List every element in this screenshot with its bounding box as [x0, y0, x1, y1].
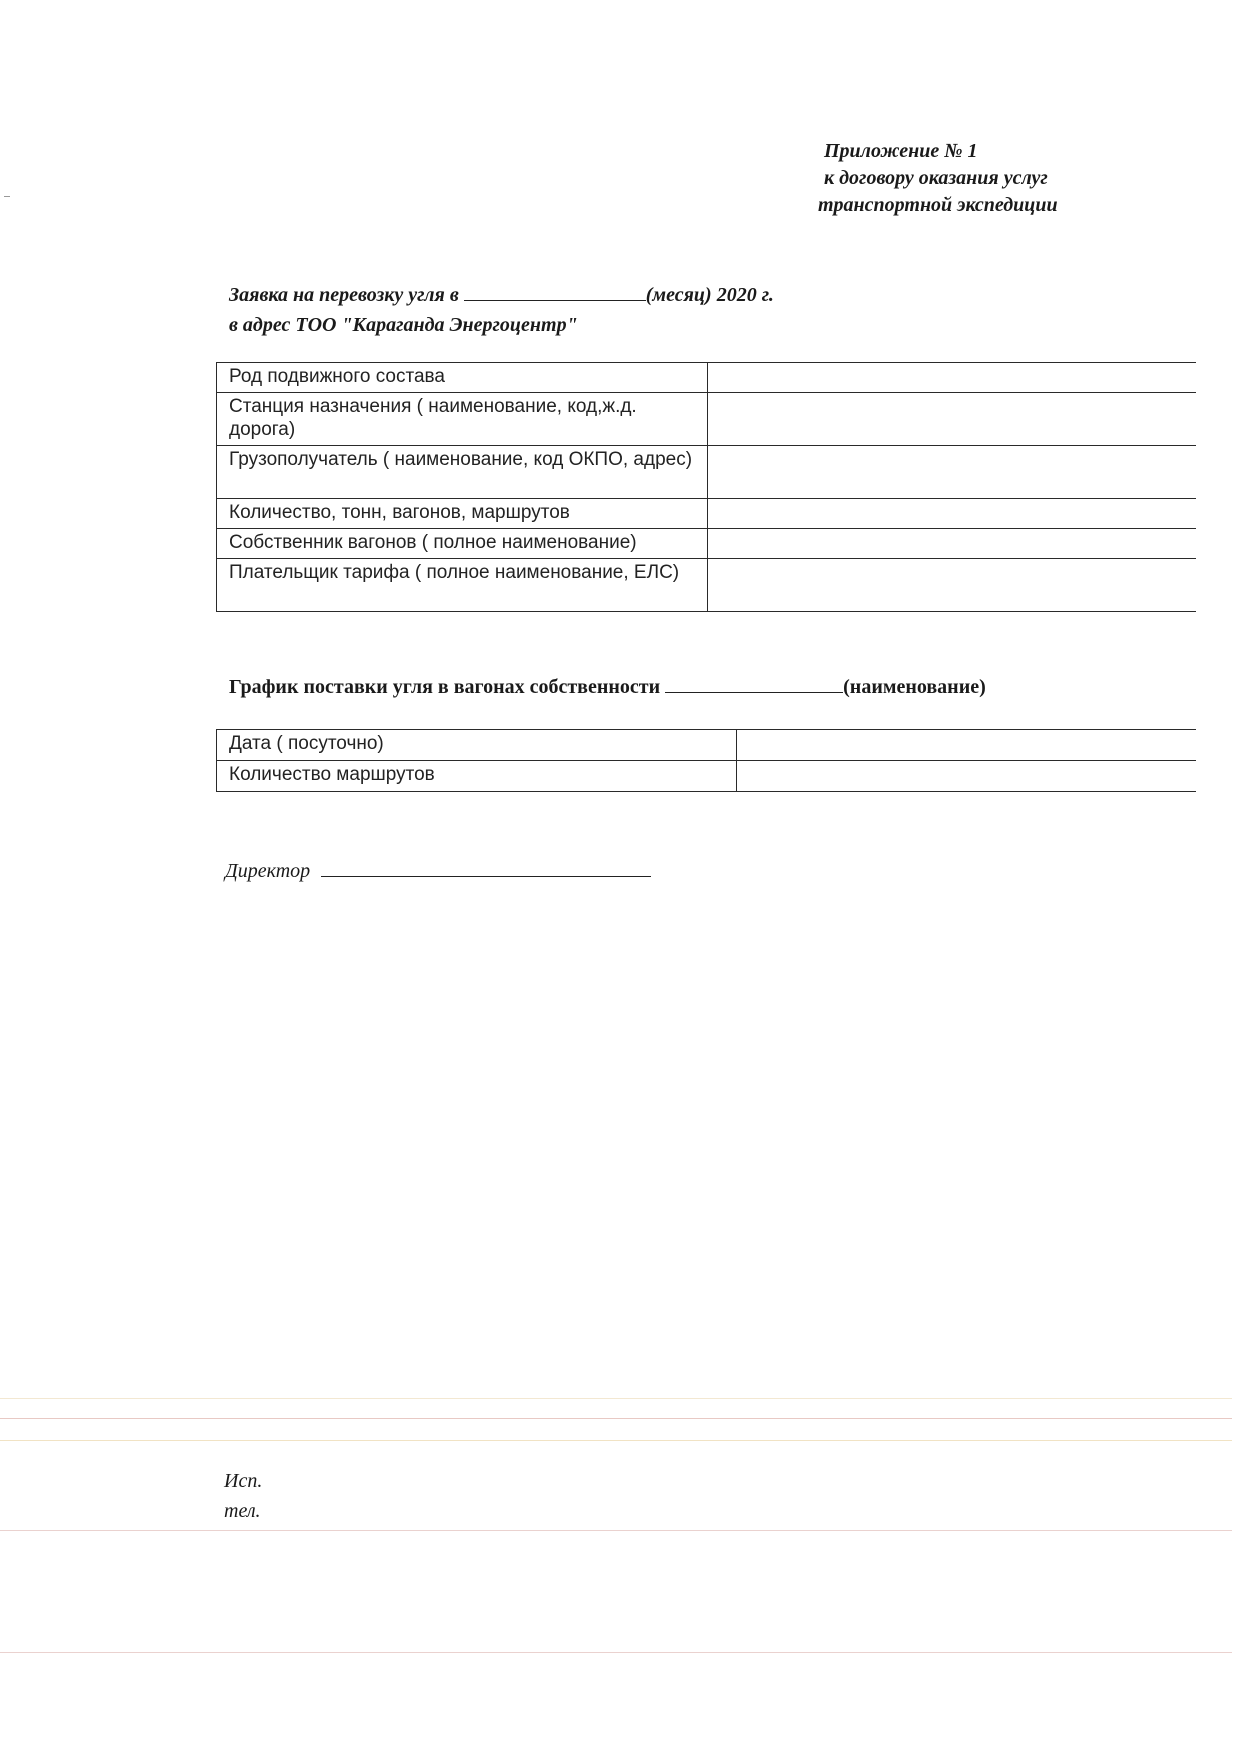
table-row	[217, 393, 1197, 446]
appendix-number: Приложение № 1	[824, 140, 978, 162]
row-value-field[interactable]	[708, 363, 1197, 393]
table-row	[217, 529, 1197, 559]
appendix-contract: к договору оказания услуг	[824, 167, 1048, 189]
row-value-field[interactable]	[737, 761, 1197, 792]
month-blank-field[interactable]	[464, 280, 646, 301]
row-label: Количество, тонн, вагонов, маршрутов	[217, 499, 708, 529]
row-label: Количество маршрутов	[217, 761, 737, 792]
row-value-field[interactable]	[708, 529, 1197, 559]
request-suffix: (месяц) 2020 г.	[645, 284, 774, 306]
scan-margin-mark	[4, 196, 10, 197]
table-row	[217, 499, 1197, 529]
divider	[0, 1530, 1232, 1531]
schedule-title	[229, 672, 986, 699]
divider	[0, 1418, 1232, 1419]
row-label: Дата ( посуточно)	[217, 730, 737, 761]
request-title	[229, 280, 774, 340]
director-label: Директор	[225, 860, 311, 882]
row-value-field[interactable]	[737, 730, 1197, 761]
divider	[0, 1440, 1232, 1441]
schedule-table	[216, 729, 1196, 792]
request-line-1	[229, 280, 774, 310]
row-value-field[interactable]	[708, 393, 1197, 446]
row-label: Род подвижного состава	[217, 363, 708, 393]
appendix-service: транспортной экспедиции	[818, 194, 1058, 216]
director-signature	[225, 856, 651, 883]
phone-label: тел.	[224, 1500, 261, 1522]
request-line-2: в адрес ТОО "Караганда Энергоцентр"	[229, 314, 578, 336]
request-details-table	[216, 362, 1196, 612]
row-value-field[interactable]	[708, 499, 1197, 529]
appendix-header	[818, 138, 1148, 219]
executor-label: Исп.	[224, 1470, 263, 1492]
row-label: Плательщик тарифа ( полное наименование, ЕЛС)	[217, 559, 708, 612]
schedule-suffix: (наименование)	[843, 676, 986, 698]
table-row	[217, 559, 1197, 612]
row-label: Грузополучатель ( наименование, код ОКПО, адрес)	[217, 446, 708, 499]
row-label: Собственник вагонов ( полное наименование)	[217, 529, 708, 559]
signature-blank-field[interactable]	[321, 856, 651, 877]
row-value-field[interactable]	[708, 559, 1197, 612]
row-value-field[interactable]	[708, 446, 1197, 499]
divider	[0, 1398, 1232, 1399]
table-row	[217, 363, 1197, 393]
schedule-prefix: График поставки угля в вагонах собственности	[229, 676, 661, 698]
owner-blank-field[interactable]	[665, 672, 843, 693]
table-row	[217, 730, 1197, 761]
request-prefix: Заявка на перевозку угля в	[229, 284, 459, 306]
table-row	[217, 761, 1197, 792]
row-label: Станция назначения ( наименование, код,ж.д. дорога)	[217, 393, 708, 446]
table-row	[217, 446, 1197, 499]
divider	[0, 1652, 1232, 1653]
